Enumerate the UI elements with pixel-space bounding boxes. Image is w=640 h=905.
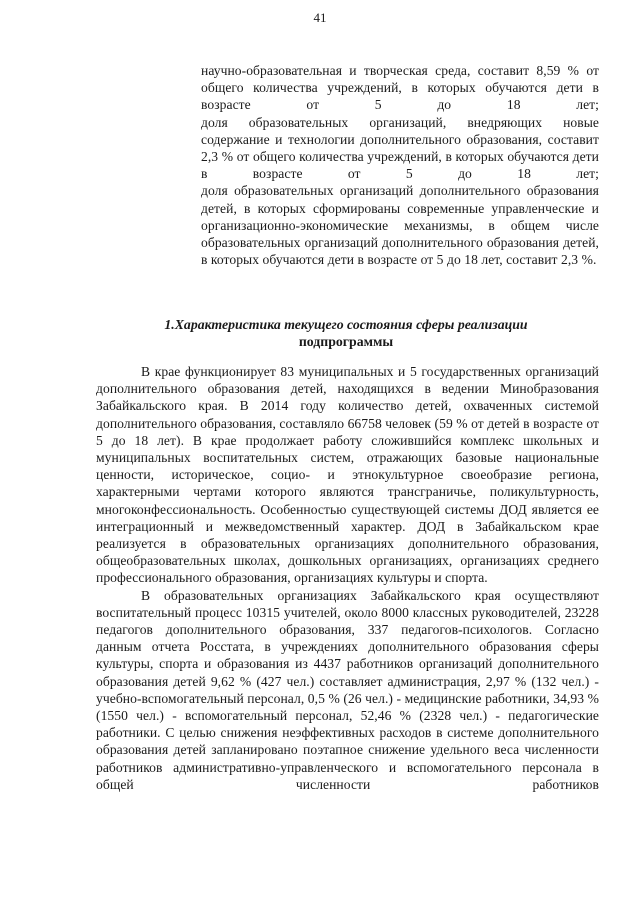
list-item: доля образовательных организаций, внедряющих новые содержание и технологии дополнительного образования, составит 2,3 % от общего количества учреждений, в которых обучаются дети в возрасте от 5 до 18 лет; <box>201 114 599 182</box>
page-number: 41 <box>313 10 327 25</box>
section-body <box>96 363 599 793</box>
list-item: доля образовательных организаций дополнительного образования детей, в которых сформированы современные управленческие и организационно-экономические механизмы, в общем числе образовательных организаций дополнительного образования детей, в которых обучаются дети в возрасте от 5 до 18 лет, составит 2,3 %. <box>201 183 599 268</box>
section-heading-line-2: подпрограммы <box>298 334 394 349</box>
paragraph: В образовательных организациях Забайкальского края осуществляют воспитательный процесс 10315 учителей, около 8000 классных руководителей, 23228 педагогов дополнительного образования, 337 педагогов-психологов. Согласно данным отчета Росстата, в учреждениях дополнительного образования сферы культуры, спорта и образования из 4437 работников организаций дополнительного образования детей 9,62 % (427 чел.) составляет администрация, 2,97 % (132 чел.) - учебно-вспомогательный персонал, 0,5 % (26 чел.) - медицинские работники, 34,93 % (1550 чел.) - вспомогательный персонал, 52,46 % (2328 чел.) - педагогические работники. С целью снижения неэффективных расходов в системе дополнительного образования детей запланировано поэтапное снижение удельного веса численности работников административно-управленческого и вспомогательного персонала в общей численности работников <box>96 587 599 792</box>
section-heading <box>96 316 596 350</box>
target-indicators-list <box>201 62 599 268</box>
section-heading-line-1: 1.Характеристика текущего состояния сферы реализации <box>164 317 528 332</box>
paragraph: В крае функционирует 83 муниципальных и 5 государственных организаций дополнительного образования детей, находящихся в ведении Минобразования Забайкальского края. В 2014 году количество детей, охваченных системой дополнительного образования, составляло 66758 человек (59 % от детей в возрасте от 5 до 18 лет). В крае продолжает работу сложившийся комплекс школьных и муниципальных воспитательных систем, отражающих базовые национальные ценности, историческое, социо- и этнокультурное своеобразие региона, характерными чертами которого являются трансграничье, поликультурность, многоконфессиональность. Особенностью существующей системы ДОД является ее интеграционный и межведомственный характер. ДОД в Забайкальском крае реализуется в образовательных организациях дополнительного образования, общеобразовательных школах, дошкольных организациях, организациях среднего профессионального образования, организациях культуры и спорта. <box>96 364 599 586</box>
list-item: научно-образовательная и творческая среда, составит 8,59 % от общего количества учреждений, в которых обучаются дети в возрасте от 5 до 18 лет; <box>201 63 599 113</box>
